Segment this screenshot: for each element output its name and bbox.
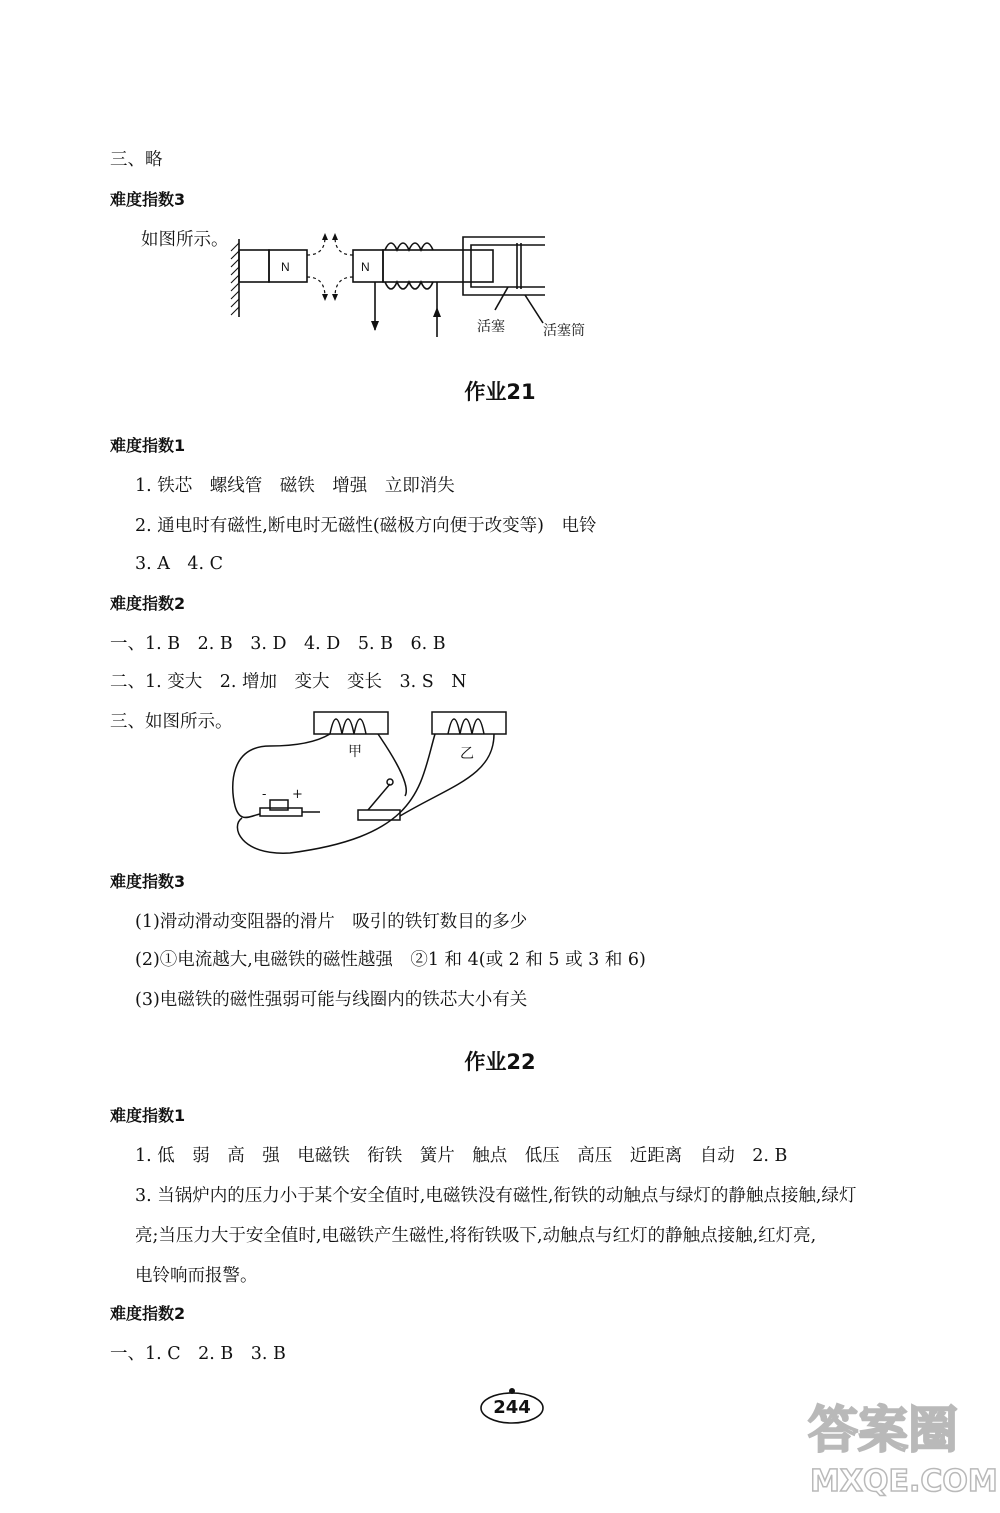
answer-line: 三、略 <box>110 150 163 170</box>
core-n-label: N <box>361 260 370 274</box>
battery-minus-label: - <box>262 787 267 802</box>
answer-line: 3. A 4. C <box>135 554 224 574</box>
cylinder-label: 活塞筒 <box>543 323 585 339</box>
electromagnet-circuit-figure <box>230 706 510 858</box>
page-number-text: 244 <box>493 1397 531 1418</box>
magnet-yi-label: 乙 <box>460 746 474 762</box>
watermark-logo <box>804 1387 998 1503</box>
answer-line: 一、1. C 2. B 3. B <box>110 1344 286 1364</box>
svg-text:答案圈: 答案圈 <box>808 1401 958 1459</box>
difficulty-heading: 难度指数3 <box>110 190 186 209</box>
answer-line: 1. 铁芯 螺线管 磁铁 增强 立即消失 <box>135 476 455 496</box>
magnet-piston-figure <box>225 225 585 345</box>
difficulty-heading: 难度指数1 <box>110 436 186 455</box>
section-title-hw21: 作业21 <box>464 380 536 404</box>
magnet-jia-label: 甲 <box>348 744 362 760</box>
answer-line: (3)电磁铁的磁性强弱可能与线圈内的铁芯大小有关 <box>135 990 528 1010</box>
answer-line: (2)①电流越大,电磁铁的磁性越强 ②1 和 4(或 2 和 5 或 3 和 6) <box>135 950 646 970</box>
answer-line: 3. 当锅炉内的压力小于某个安全值时,电磁铁没有磁性,衔铁的动触点与绿灯的静触点接触,绿灯 <box>135 1186 857 1206</box>
answer-line: 1. 低 弱 高 强 电磁铁 衔铁 簧片 触点 低压 高压 近距离 自动 2. B <box>135 1146 788 1166</box>
answer-line: 二、1. 变大 2. 增加 变大 变长 3. S N <box>110 672 467 692</box>
answer-line: 2. 通电时有磁性,断电时无磁性(磁极方向便于改变等) 电铃 <box>135 516 597 536</box>
answer-line: 电铃响而报警。 <box>135 1266 258 1286</box>
answer-line: 一、1. B 2. B 3. D 4. D 5. B 6. B <box>110 634 446 654</box>
section-title-hw22: 作业22 <box>464 1050 536 1074</box>
piston-label: 活塞 <box>477 319 505 335</box>
difficulty-heading: 难度指数3 <box>110 872 186 891</box>
difficulty-heading: 难度指数2 <box>110 1304 186 1323</box>
difficulty-heading: 难度指数2 <box>110 594 186 613</box>
page-number <box>479 1388 545 1426</box>
figure-caption: 如图所示。 <box>141 230 229 250</box>
battery-plus-label: + <box>292 787 303 802</box>
answer-line: 亮;当压力大于安全值时,电磁铁产生磁性,将衔铁吸下,动触点与红灯的静触点接触,红灯亮, <box>135 1226 817 1246</box>
difficulty-heading: 难度指数1 <box>110 1106 186 1125</box>
magnet-n-label: N <box>281 260 290 274</box>
svg-text:MXQE.COM: MXQE.COM <box>810 1464 998 1499</box>
answer-line: (1)滑动滑动变阻器的滑片 吸引的铁钉数目的多少 <box>135 912 528 932</box>
answer-line: 三、如图所示。 <box>110 712 233 732</box>
